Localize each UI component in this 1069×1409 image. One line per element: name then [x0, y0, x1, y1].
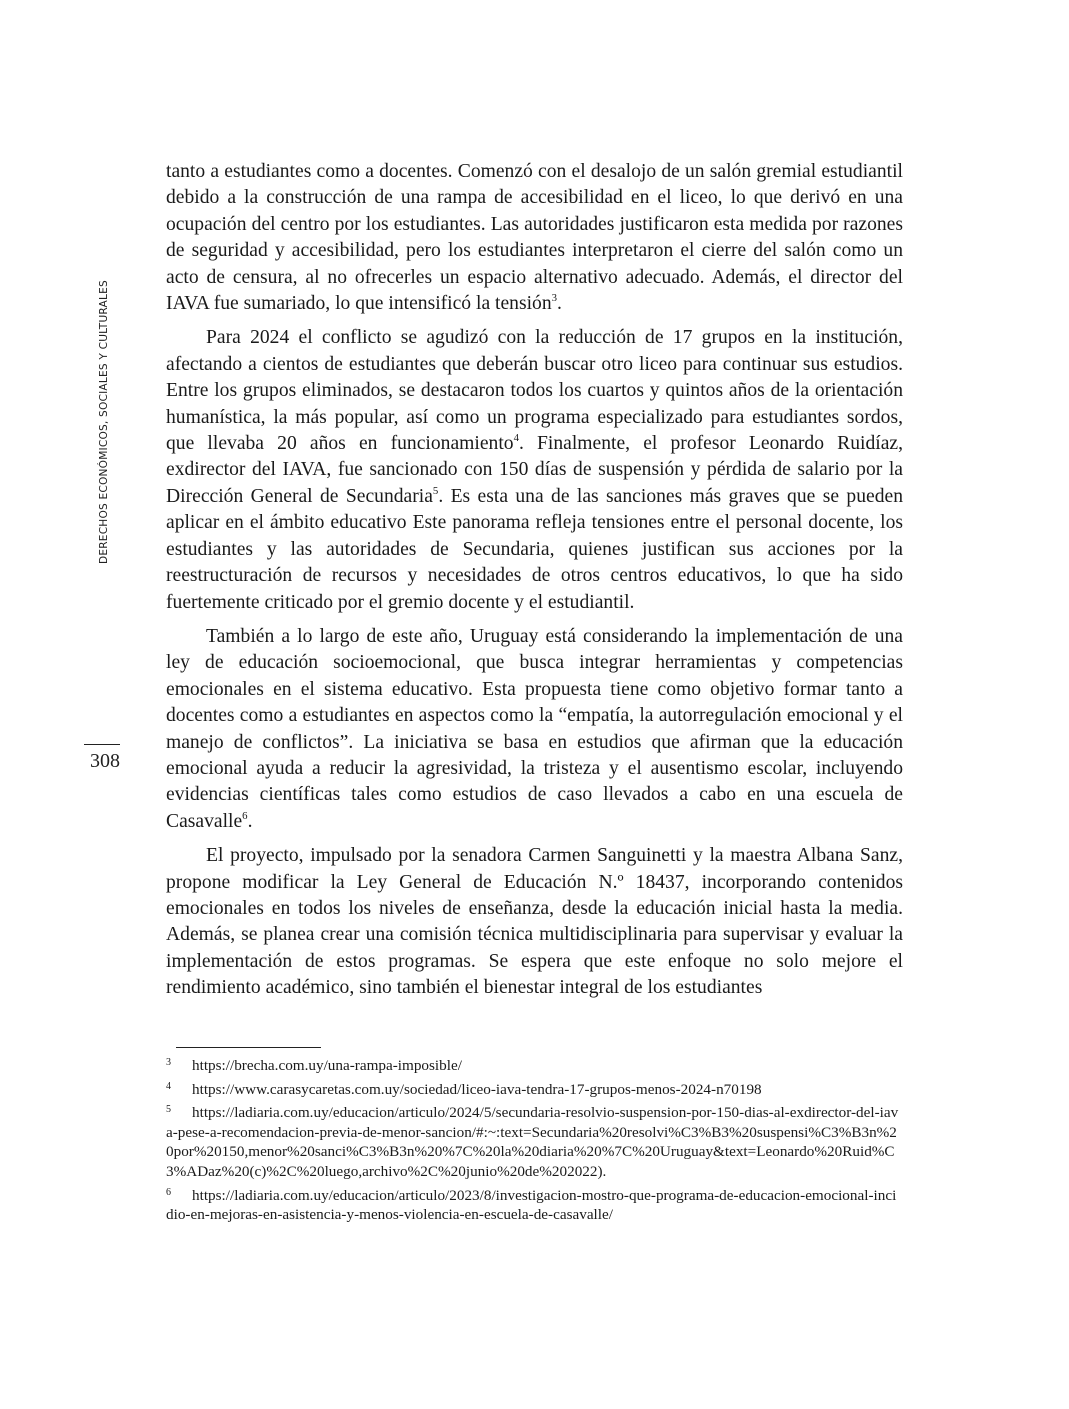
footnote-link[interactable]: https://ladiaria.com.uy/educacion/articulo/2024/5/secundaria-resolvio-suspension-por-150-dias-al-exdirector-del-iava-pese-a-recomendacion-previa-de-menor-sancion/#:~:text=Secundaria%20resolvi%C3%B3%20suspensi%C3%B3n%20por%20150,menor%20sanci%C3%B3n%20%7C%20la%20diaria%20%7C%20Uruguay&text=Leonardo%20Ruid%C3%ADaz%20(c)%2C%20luego,archivo%2C%20junio%20de%202022). — [166, 1104, 899, 1180]
footnote — [166, 1053, 903, 1076]
paragraph: El proyecto, impulsado por la senadora Carmen Sanguinetti y la maestra Albana Sanz, propone modificar la Ley General de Educación N.º 18437, incorporando contenidos emocionales en todos los niveles de enseñanza, desde la educación inicial hasta la media. Además, se planea crear una comisión técnica multidisciplinaria para supervisar y evaluar la implementación de estos programas. Se espera que este enfoque no solo mejore el rendimiento académico, sino también el bienestar integral de los estudiantes — [166, 845, 903, 999]
footnote — [166, 1183, 903, 1225]
page-number-rule — [84, 744, 120, 745]
paragraph: Para 2024 el conflicto se agudizó con la reducción de 17 grupos en la institución, afectando a cientos de estudiantes que deberán buscar otro liceo para continuar sus estudios. Entre los grupos eliminados, se destacaron todos los cuartos y quintos años de la orientación humanística, la más popular, así como un programa especializado para estudiantes sordos, que llevaba 20 años en funcionamiento$^4$. Finalmente, el profesor Leonardo Ruidíaz, exdirector del IAVA, fue sancionado con 150 días de suspensión y pérdida de salario por la Dirección General de Secundaria$^5$. Es esta una de las sanciones más graves que se pueden aplicar en el ámbito educativo Este panorama refleja tensiones entre el personal docente, los estudiantes y las autoridades de Secundaria, quienes justifican sus acciones por la reestructuración de recursos y necesidades de otros centros educativos, lo que ha sido fuertemente criticado por el gremio docente y el estudiantil. — [166, 327, 903, 613]
footnote-ref[interactable]: 3 — [551, 291, 558, 304]
footnote-ref[interactable]: 4 — [513, 431, 519, 444]
footnote-ref[interactable]: 5 — [432, 484, 439, 497]
footnote-link[interactable]: https://www.carasycaretas.com.uy/sociedad/liceo-iava-tendra-17-grupos-menos-2024-n70198 — [192, 1080, 762, 1098]
footnote-ref[interactable]: 6 — [242, 809, 248, 822]
footnote-link[interactable]: https://ladiaria.com.uy/educacion/articulo/2023/8/investigacion-mostro-que-programa-de-educacion-emocional-incidio-en-mejoras-en-asistencia-y-menos-violencia-en-escuela-de-casavalle/ — [166, 1186, 897, 1224]
footnote — [166, 1077, 903, 1100]
body-text — [166, 159, 903, 1010]
paragraph: tanto a estudiantes como a docentes. Comenzó con el desalojo de un salón gremial estudiantil debido a la construcción de una rampa de accesibilidad en el liceo, lo que derivó en una ocupación del centro por los estudiantes. Las autoridades justificaron esta medida por razones de seguridad y accesibilidad, pero los estudiantes interpretaron el cierre del salón como un acto de censura, al no ofrecerles un espacio alternativo adecuado. Además, el director del IAVA fue sumariado, lo que intensificó la tensión$^3$. — [166, 161, 903, 315]
footnote-number: 5 — [166, 1104, 171, 1116]
footnote-separator — [176, 1047, 321, 1048]
running-head — [98, 246, 114, 564]
page-number: 308 — [90, 750, 120, 772]
footnote — [166, 1100, 903, 1181]
running-head-text: DERECHOS ECONÓMICOS, SOCIALES Y CULTURALES — [98, 280, 110, 564]
paragraph: También a lo largo de este año, Uruguay está considerando la implementación de una ley de educación socioemocional, que busca integrar herramientas y competencias emocionales en el sistema educativo. Esta propuesta tiene como objetivo formar tanto a docentes como a estudiantes en aspectos como la “empatía, la autorregulación emocional y el manejo de conflictos”. La iniciativa se basa en estudios que afirman que la educación emocional ayuda a reducir la agresividad, la tristeza y el ausentismo escolar, incluyendo evidencias científicas tales como estudios de caso llevados a cabo en una escuela de Casavalle$^6$. — [166, 625, 903, 832]
footnote-link[interactable]: https://brecha.com.uy/una-rampa-imposible/ — [192, 1057, 462, 1074]
footnote-number: 4 — [166, 1080, 171, 1092]
footnote-number: 6 — [166, 1186, 171, 1198]
footnote-number: 3 — [166, 1057, 171, 1068]
footnotes — [166, 1053, 903, 1226]
